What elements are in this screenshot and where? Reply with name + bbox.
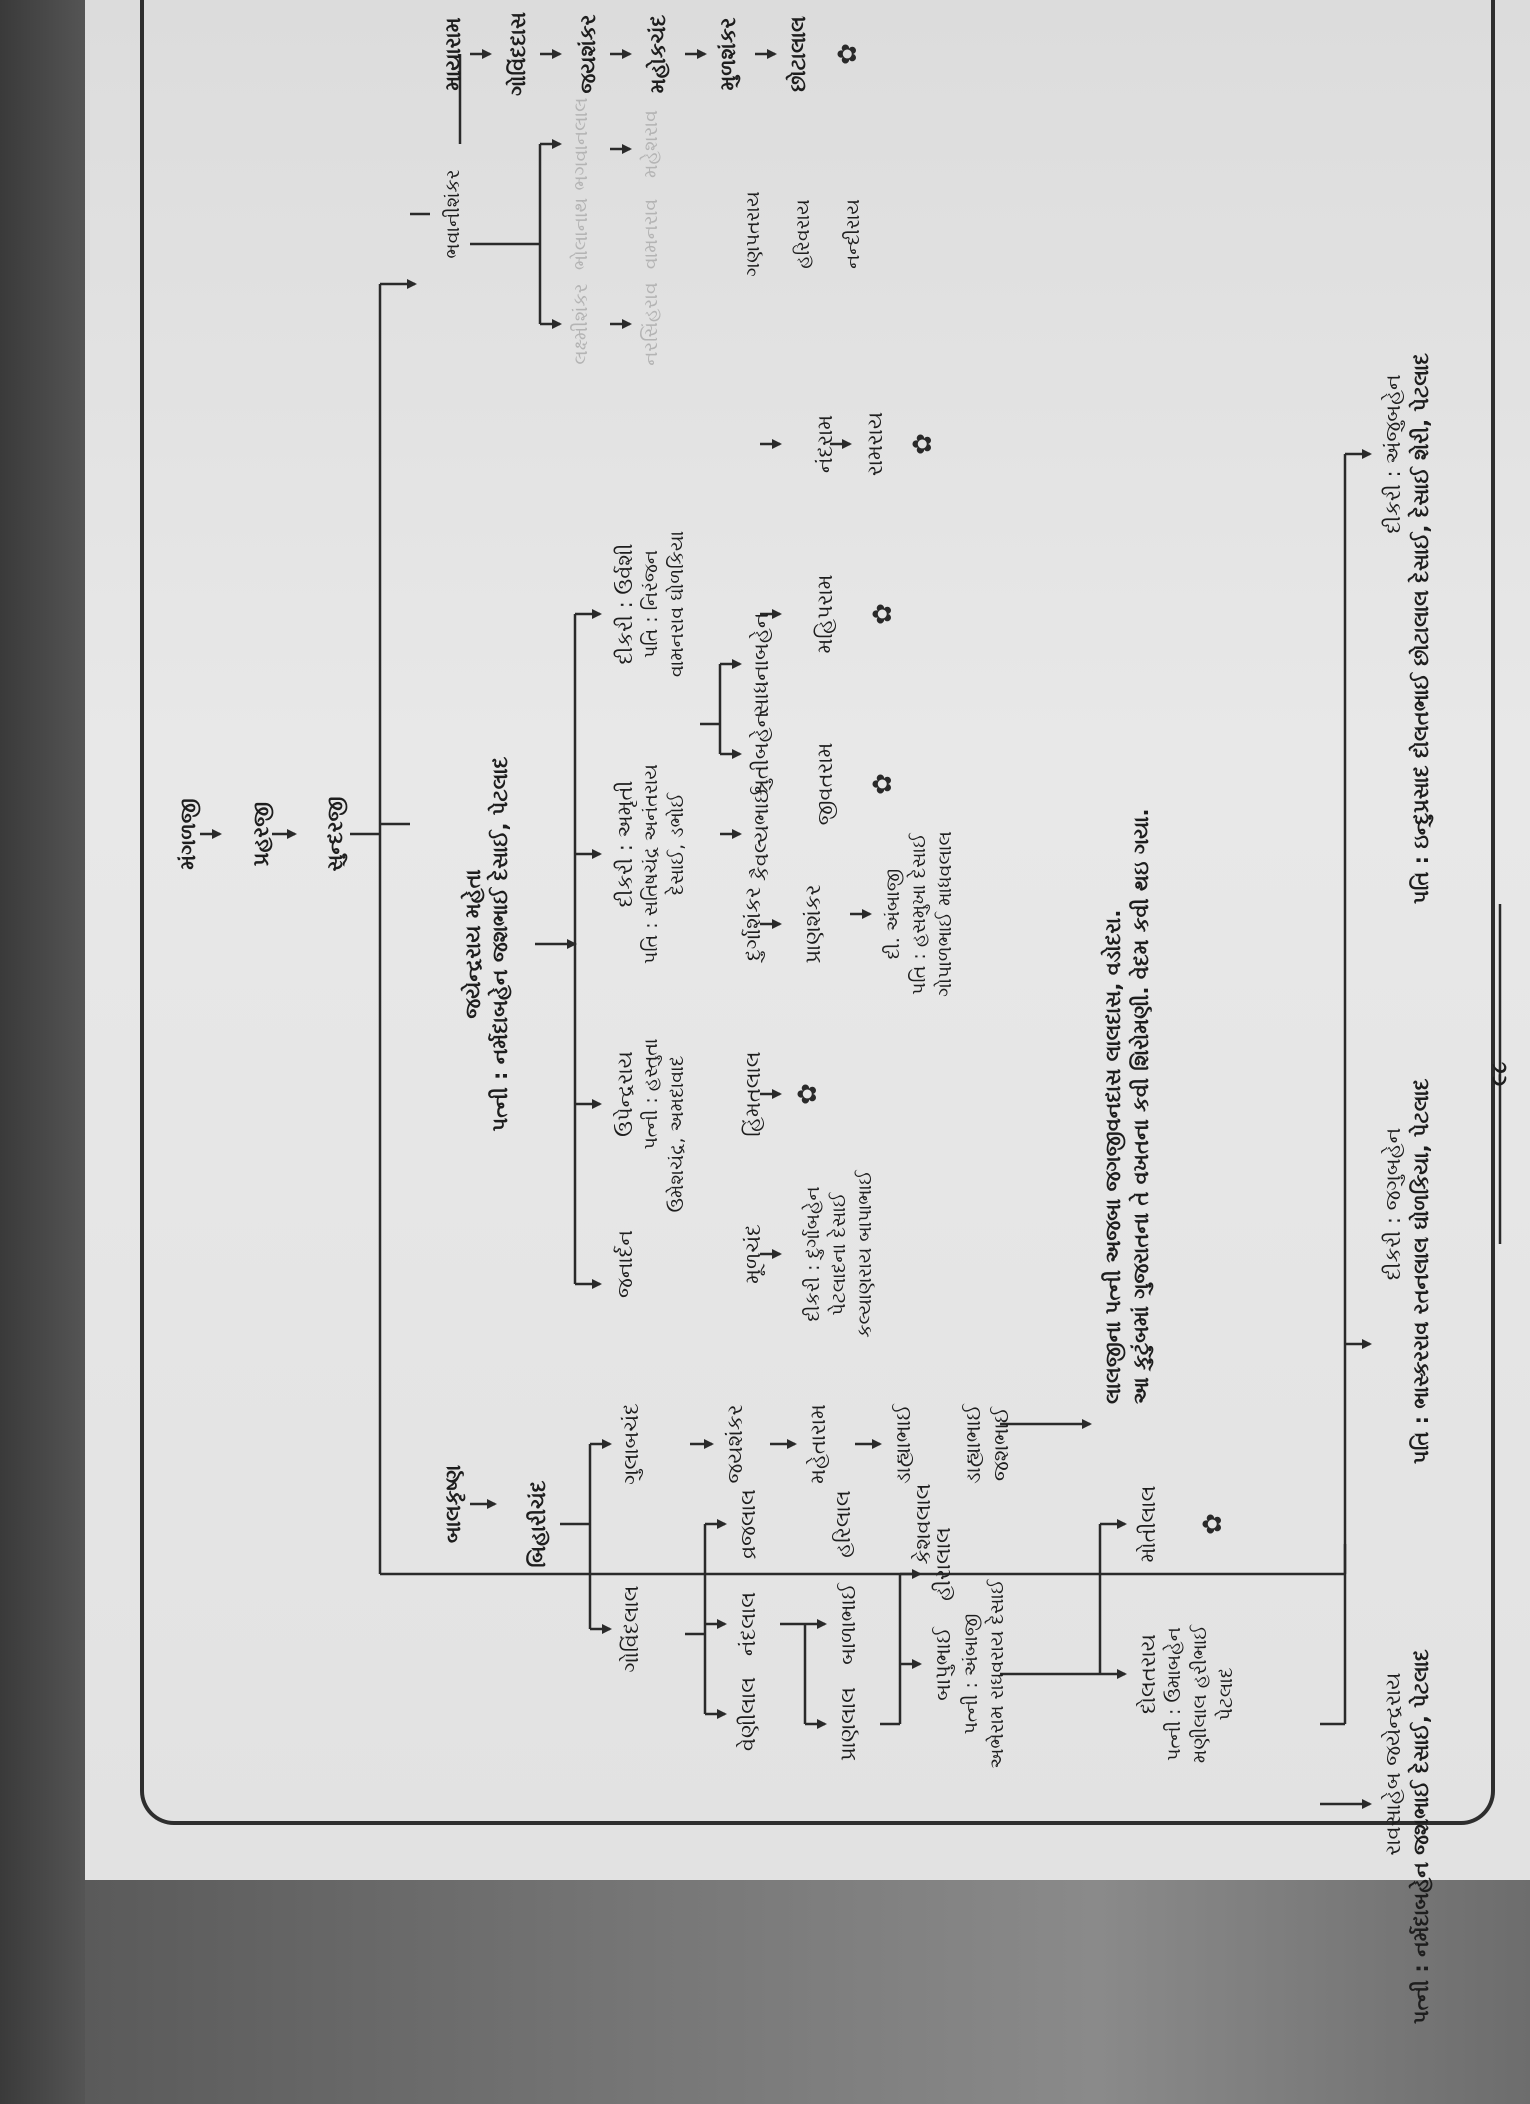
faded-name: લક્ષ્મીશંકર <box>570 283 592 365</box>
node-daulatrai-wife-father: મણીલાલ હરીભાઈ <box>1189 1624 1211 1764</box>
node-mulchand-daughter-place: પેટલાદના દેસાઈ <box>828 1192 850 1316</box>
faded-name: ભોલાનાથ <box>570 197 592 271</box>
node-chhotalal: છોટાલાલ <box>786 16 810 92</box>
node-mayaram: માયારામ <box>441 17 465 91</box>
child-urvashi: દીકરી : ઉર્વશી <box>613 543 637 665</box>
child-amruti-husband-place: દેસાઈ, ડભોઈ <box>666 792 688 896</box>
node-nandram: નંદરામ <box>813 414 837 474</box>
page-number: ૯૮ <box>1487 1062 1511 1086</box>
note-line-1: લાલજીના પત્ની અજબા જગજીવનદાસ લાલદાસ, વડોદરા. <box>1101 909 1125 1404</box>
node-mulshankar: મુળશંકર <box>716 17 740 91</box>
node-gulabchand: ગુલાબચંદ <box>619 1403 643 1485</box>
node-bapubhai: બાપુભાઈ <box>931 1627 955 1701</box>
node-daulatrai-wife-place: પેટલાદ <box>1215 1667 1237 1721</box>
child-urvashi-husband: પતિ : નિરંજન <box>640 549 662 659</box>
node-anjubahen: દીકરી : અંજુબહેન <box>1381 374 1405 534</box>
node-ambaji: દી. અંબાજી <box>882 868 904 960</box>
node-jagubahen-husband: પતિ : ભાસ્કરરાવ રતનલાલ ઘોળકિયા, પેટલાદ <box>1409 1078 1433 1464</box>
node-himmatlal: હિંમતલાલ <box>741 1051 765 1137</box>
flower-symbol: ✿ <box>833 43 863 65</box>
node-keshavlal: કેશવલાલ <box>911 1483 935 1565</box>
node-jayshankar-right: જયશંકર <box>576 14 600 94</box>
child-upendrarai: ઉપેન્દ્રરાય <box>613 1051 637 1137</box>
ancestor-mangalji: મંગળજી <box>176 798 200 870</box>
flower-symbol: ✿ <box>908 433 938 455</box>
node-ramrai: રામરાય <box>863 411 887 477</box>
node-mahipatram: મહિપરામ <box>813 574 837 654</box>
node-harilal: હરિલાલ <box>831 1490 855 1558</box>
child-upendrarai-wife: પત્ની : હસ્તુતા <box>640 1038 662 1150</box>
faded-name: ભગવાનલાલ <box>570 97 592 191</box>
node-jivatram: જીવતરામ <box>813 742 837 826</box>
node-jagubahen: દીકરી : જગુબહેન <box>1381 1127 1405 1281</box>
child-janardan: જનાર્દન <box>613 1229 637 1299</box>
node-dahyabhai: ડાહ્યાભાઈ <box>891 1404 915 1484</box>
node-govinddas: ગોવિંદદાસ <box>506 11 530 97</box>
ancestor-praharji: પ્રહરજી <box>249 801 273 867</box>
grandchild-shrutibahen: શ્રુતીબહેન <box>749 711 773 797</box>
node-pranlal: પ્રાણલાલ <box>836 1687 860 1761</box>
node-motilal: મોતીલાલ <box>1136 1485 1160 1563</box>
grandchild-kaivalyabhai: કૈવલ્યભાઈ <box>749 786 773 882</box>
node-nandlal: નંદલાલ <box>736 1591 760 1657</box>
node-nandirai: નન્દીરાય <box>842 199 864 269</box>
node-daulatrai-wife: પત્ની : ઉમાબહેન <box>1163 1627 1185 1761</box>
node-jashbhai: જશભાઈ <box>989 1406 1013 1482</box>
node-hiralal: હીરાલાલ <box>931 1527 955 1601</box>
node-vrajlal: વ્રજલાલ <box>736 1489 760 1559</box>
node-bhavanishankar: ભવાનીશંકર <box>442 169 464 259</box>
jayendrarai-wife: પત્ની : નર્મદાબહેન જશભાઈ દેસાઈ, પેટલાદ <box>488 756 512 1132</box>
node-mulchand: મૂળચંદ <box>741 1224 765 1284</box>
node-raosaheb: રાવસાહેબ જયેન્દ્રરાય <box>1381 1672 1405 1856</box>
flower-symbol: ✿ <box>793 1083 823 1105</box>
flower-symbol: ✿ <box>868 773 898 795</box>
node-durgashankar: દુર્ગાશંકર <box>741 886 765 962</box>
node-bapubhai-wife-father: અભેરામ રાઘવરાય દેસાઈ <box>986 1579 1008 1769</box>
faded-name: નરસિંહરાવ <box>640 282 662 366</box>
node-ambaji-husband: પતિ : હસમુખા દેસાઈ <box>908 833 930 995</box>
node-mulchand-daughter-husband: કલ્યાણરાય બાપાભાઈ <box>854 1170 876 1338</box>
faded-name: મહેશરાવ <box>640 110 662 178</box>
node-balabhai: બાળાભાઈ <box>836 1583 860 1665</box>
node-raosaheb-wife: પત્ની : નર્મદાબહેન જશભાઈ દેસાઈ, પેટલાદ <box>1409 1649 1433 2024</box>
node-jayshankar: જયશંકર <box>723 1404 747 1484</box>
node-govindlal: ગોવિંદલાલ <box>619 1585 643 1673</box>
grandchild-sadhanabahen: સાધનાબહેન <box>749 612 773 716</box>
faded-name: વામનરાવ <box>640 198 662 270</box>
node-ambaji-husband-father: ગોપાળભાઈ માધવલાલ <box>934 831 956 997</box>
child-amruti-husband: પતિ : સતિષચંદ્ર અનંતરાય <box>640 764 662 964</box>
node-balkrishna: બાલકૃષ્ણ <box>441 1464 465 1544</box>
node-mulchand-daughter: દીકરી : દુર્ગાબહેન <box>802 1186 824 1322</box>
child-amruti: દીકરી : અમૃતી <box>613 780 637 908</box>
node-mehtaram: મહેતારામ <box>806 1404 830 1484</box>
node-harivrai: હરિવરાય <box>792 199 814 269</box>
jayendrarai-name: જયેન્દ્રરાય મહેતા <box>461 869 485 1019</box>
flower-symbol: ✿ <box>868 603 898 625</box>
node-pranshankar: પ્રાણશંકર <box>801 884 825 964</box>
node-daulatrai: દોલતરાય <box>1136 1634 1160 1714</box>
child-upendrarai-wife-place: ઉમેશચંદ્ર, અમદાવાદ <box>666 1055 688 1213</box>
node-mahokchand: મહોકચંદ <box>646 14 670 94</box>
node-anjubahen-husband: પતિ : ઇન્દુપ્રસાદ દોલતભાઈ છોટાલાલ દેસાઈ, દેસાઈ શેરી, પેટલાદ <box>1409 353 1433 904</box>
node-biharichand: બિહારીચંદ <box>526 1480 550 1568</box>
ancestor-sundarji: સુન્દરજી <box>323 796 347 872</box>
node-venilal: વેણીલાલ <box>736 1676 760 1752</box>
node-ganpatrai: ગણપતરાય <box>742 191 764 277</box>
flower-symbol: ✿ <box>1198 1513 1228 1535</box>
child-urvashi-husband-place: વામનરાવ ઘોળકિયા <box>666 530 688 678</box>
node-bapubhai-wife: પત્ની : અંબાજી <box>960 1613 982 1735</box>
node-dahyabhai-2: ડાહ્યાભાઈ <box>961 1404 985 1484</box>
note-line-2: આ કુટુંબમાં ગુજરાતના તે વખતના કવી શિરોમણી. વેદમ કવી થઇ ગયા. <box>1129 808 1153 1404</box>
